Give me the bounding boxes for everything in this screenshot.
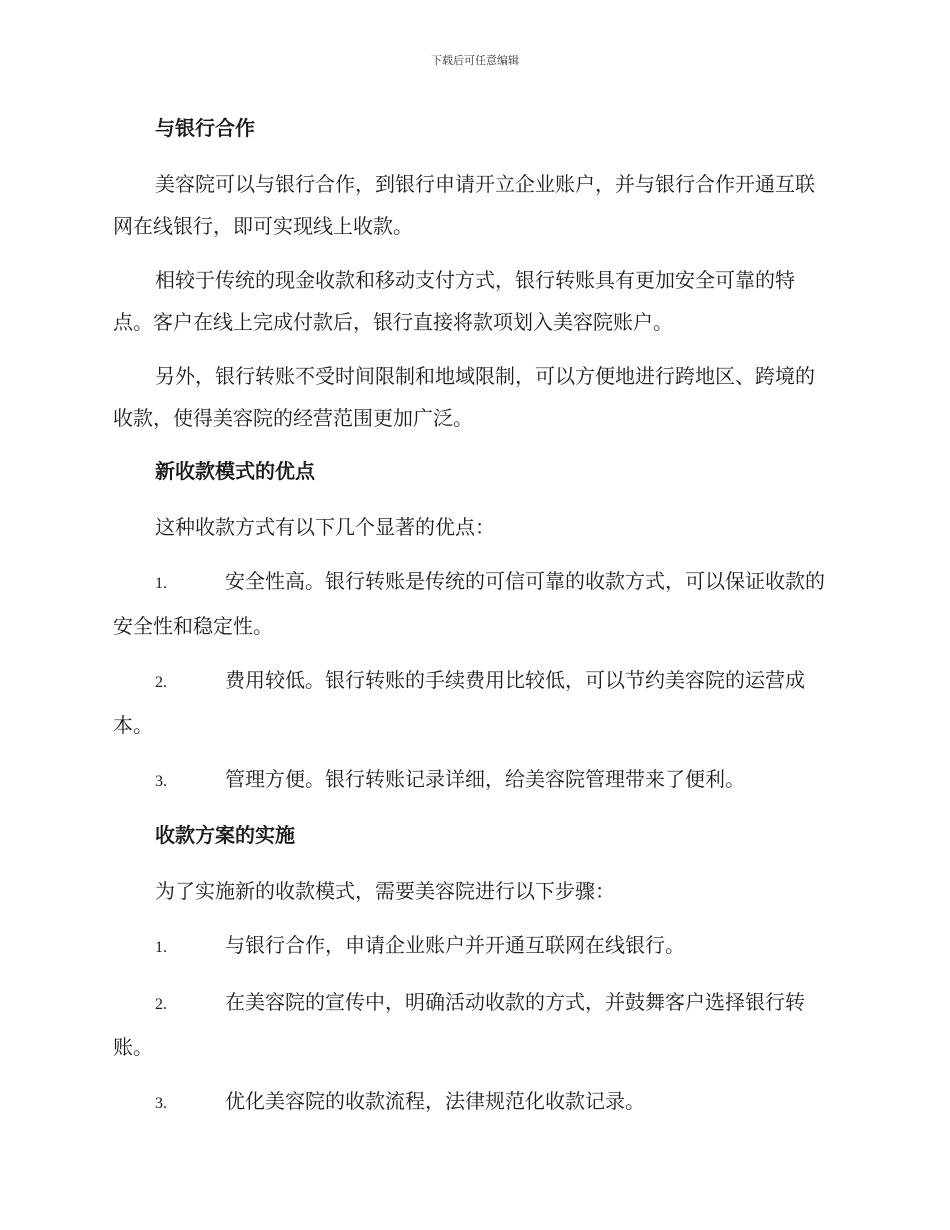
list-item-text: 管理方便。银行转账记录详细，给美容院管理带来了便利。: [225, 767, 745, 791]
section-heading: 新收款模式的优点: [155, 459, 315, 483]
list-item: [113, 1080, 833, 1125]
list-item: [113, 981, 833, 1068]
list-item-text: 在美容院的宣传中，明确活动收款的方式，并鼓舞客户选择银行转账。: [113, 990, 805, 1059]
paragraph: 为了实施新的收款模式，需要美容院进行以下步骤：: [155, 879, 615, 903]
page-header: 下载后可任意编辑: [431, 54, 519, 67]
list-item-text: 优化美容院的收款流程，法律规范化收款记录。: [225, 1089, 645, 1113]
list-item-text: 费用较低。银行转账的手续费用比较低，可以节约美容院的运营成本。: [113, 668, 805, 737]
list-item-number: 3.: [155, 773, 167, 790]
list-item: [113, 758, 833, 803]
list-item: [113, 924, 833, 969]
paragraph: 相较于传统的现金收款和移动支付方式，银行转账具有更加安全可靠的特点。客户在线上完成付款后，银行直接将款项划入美容院账户。: [113, 268, 795, 334]
list-item-text: 与银行合作，申请企业账户并开通互联网在线银行。: [225, 933, 685, 957]
document-body: [113, 108, 833, 1137]
list-item-number: 2.: [155, 674, 167, 691]
paragraph: 这种收款方式有以下几个显著的优点：: [155, 515, 495, 539]
section-heading: 与银行合作: [155, 116, 255, 140]
paragraph: 美容院可以与银行合作，到银行申请开立企业账户，并与银行合作开通互联网在线银行，即可实现线上收款。: [113, 172, 815, 238]
list-item-number: 2.: [155, 996, 167, 1013]
list-item-text: 安全性高。银行转账是传统的可信可靠的收款方式，可以保证收款的安全性和稳定性。: [113, 569, 825, 638]
list-item-number: 3.: [155, 1095, 167, 1112]
list-item-number: 1.: [155, 575, 167, 592]
section-heading: 收款方案的实施: [155, 823, 295, 847]
paragraph: 另外，银行转账不受时间限制和地域限制，可以方便地进行跨地区、跨境的收款，使得美容院的经营范围更加广泛。: [113, 364, 815, 430]
list-item: [113, 659, 833, 746]
list-item: [113, 560, 833, 647]
list-item-number: 1.: [155, 939, 167, 956]
